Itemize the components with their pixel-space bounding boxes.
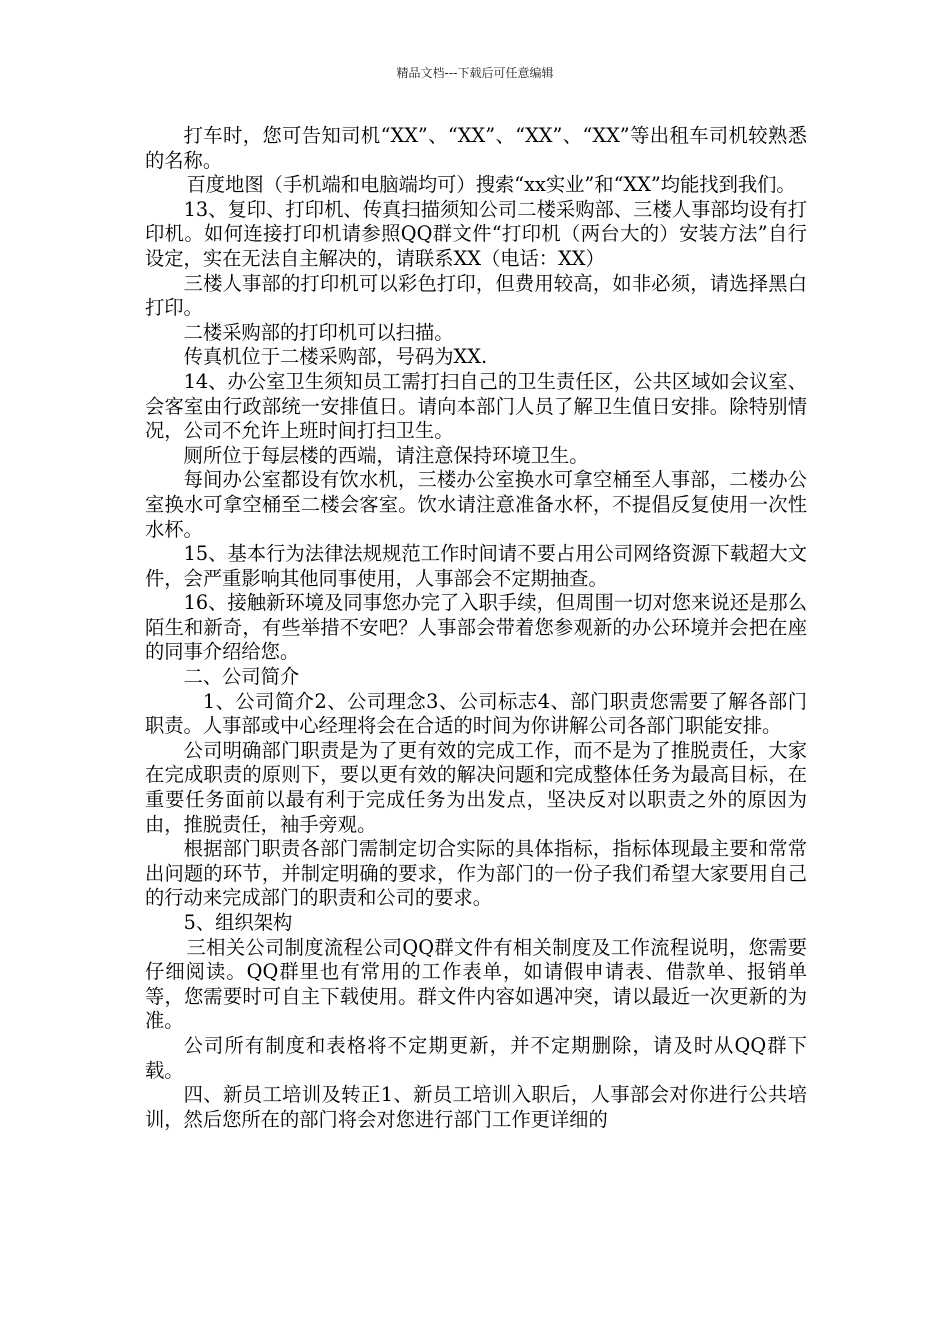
page-header: 精品文档---下载后可任意编辑 [396, 66, 554, 80]
paragraph-water-dispenser: 每间办公室都设有饮水机，三楼办公室换水可拿空桶至人事部，二楼办公室换水可拿空桶至二楼会客室。饮水请注意准备水杯，不提倡反复使用一次性水杯。 [145, 468, 807, 541]
paragraph-taxi-directions: 打车时，您可告知司机“XX”、“XX”、“XX”、“XX”等出租车司机较熟悉的名称。 [145, 124, 807, 172]
paragraph-policy-updates: 公司所有制度和表格将不定期更新，并不定期删除，请及时从QQ群下载。 [145, 1033, 807, 1082]
paragraph-color-printing: 三楼人事部的打印机可以彩色打印，但费用较高，如非必须，请选择黑白打印。 [145, 271, 807, 320]
paragraph-department-duties: 公司明确部门职责是为了更有效的完成工作，而不是为了推脱责任，大家在完成职责的原则下，要以更有效的解决问题和完成整体任务为最高目标，在重要任务面前以最有利于完成任务为出发点，坚决反对以职责之外的原因为由，推脱责任，袖手旁观。 [145, 738, 807, 836]
paragraph-fax-number: 传真机位于二楼采购部，号码为XX. [183, 345, 488, 369]
paragraph-new-environment: 16、接触新环境及同事您办完了入职手续，但周围一切对您来说还是那么陌生和新奇，有些举措不安吧？人事部会带着您参观新的办公环境并会把在座的同事介绍给您。 [145, 591, 807, 664]
paragraph-printer-fax: 13、复印、打印机、传真扫描须知公司二楼采购部、三楼人事部均设有打印机。如何连接打印机请参照QQ群文件“打印机（两台大的）安装方法”自行设定，实在无法自主解决的，请联系XX（电话：XX） [145, 197, 807, 270]
paragraph-office-hygiene: 14、办公室卫生须知员工需打扫自己的卫生责任区，公共区域如会议室、会客室由行政部统一安排值日。请向本部门人员了解卫生值日安排。除特别情况，公司不允许上班时间打扫卫生。 [145, 369, 807, 443]
paragraph-new-employee-training: 四、新员工培训及转正1、新员工培训入职后，人事部会对你进行公共培训，然后您所在的部门将会对您进行部门工作更详细的 [145, 1083, 807, 1131]
section-heading-org-structure: 5、组织架构 [183, 911, 293, 934]
paragraph-scanner: 二楼采购部的打印机可以扫描。 [183, 320, 454, 344]
document-body [145, 124, 807, 1132]
section-heading-company-intro: 二、公司简介 [183, 665, 300, 689]
paragraph-network-rules: 15、基本行为法律法规规范工作时间请不要占用公司网络资源下载超大文件，会严重影响其他同事使用，人事部会不定期抽查。 [145, 542, 807, 590]
paragraph-restroom: 厕所位于每层楼的西端，请注意保持环境卫生。 [183, 443, 589, 467]
paragraph-policies: 三相关公司制度流程公司QQ群文件有相关制度及工作流程说明，您需要仔细阅读。QQ群里也有常用的工作表单，如请假申请表、借款单、报销单等，您需要时可自主下载使用。群文件内容如遇冲突，请以最近一次更新的为准。 [145, 935, 807, 1033]
paragraph-department-targets: 根据部门职责各部门需制定切合实际的具体指标，指标体现最主要和常常出问题的环节，并制定明确的要求，作为部门的一份子我们希望大家要用自己的行动来完成部门的职责和公司的要求。 [145, 837, 807, 910]
paragraph-baidu-map: 百度地图（手机端和电脑端均可）搜索“xx实业”和“XX”均能找到我们。 [186, 173, 796, 197]
paragraph-company-intro-items: 1、公司简介2、公司理念3、公司标志4、部门职责您需要了解各部门职责。人事部或中心经理将会在合适的时间为你讲解公司各部门职能安排。 [145, 689, 807, 738]
